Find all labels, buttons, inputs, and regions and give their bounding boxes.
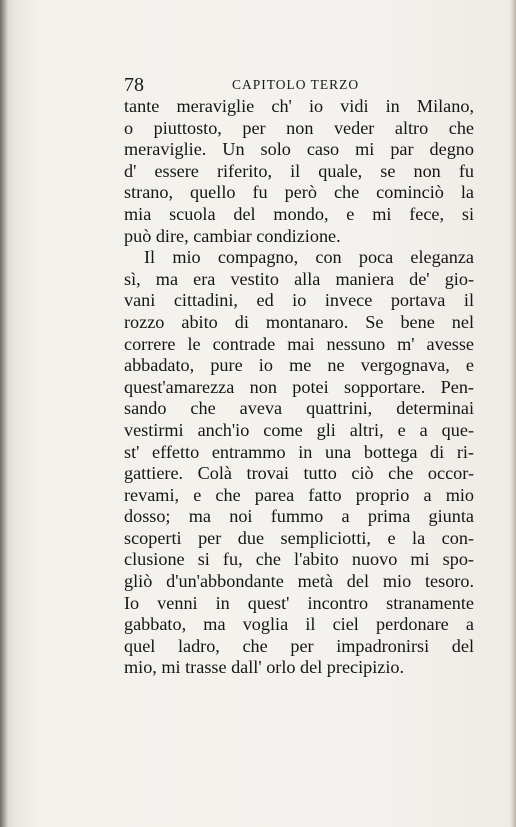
- text-line: gliò d'un'abbondante metà del mio tesoro.: [124, 571, 474, 592]
- text-line: o piuttosto, per non veder altro che: [124, 117, 474, 138]
- page-gutter-shadow: [0, 0, 8, 827]
- body-text: [124, 96, 474, 679]
- text-line: tante meraviglie ch' io vidi in Milano,: [124, 96, 474, 116]
- text-line: d' essere riferito, il quale, se non fu: [124, 160, 474, 181]
- text-line: dosso; ma noi fummo a prima giunta: [124, 506, 474, 527]
- text-line: sando che aveva quattrini, determinai: [124, 398, 474, 419]
- text-line: mio, mi trasse dall' orlo del precipizio.: [124, 657, 405, 678]
- text-line: st' effetto entrammo in una bottega di ri-: [124, 441, 474, 462]
- text-line: rozzo abito di montanaro. Se bene nel: [124, 311, 474, 332]
- page-edge: [510, 0, 516, 827]
- text-line: gattiere. Colà trovai tutto ciò che occor-: [124, 463, 474, 484]
- text-line: clusione si fu, che l'abito nuovo mi spo-: [124, 549, 474, 570]
- text-line: revami, e che parea fatto proprio a mio: [124, 484, 474, 505]
- text-line: vani cittadini, ed io invece portava il: [124, 290, 474, 311]
- text-line: scoperti per due sempliciotti, e la con-: [124, 527, 474, 548]
- text-line: strano, quello fu però che cominciò la: [124, 182, 474, 203]
- chapter-title: CAPITOLO TERZO: [232, 77, 360, 92]
- text-line: vestirmi anch'io come gli altri, e a que-: [124, 419, 474, 440]
- page-number: 78: [124, 74, 144, 96]
- text-line: meraviglie. Un solo caso mi par degno: [124, 139, 474, 160]
- running-head: [124, 74, 474, 96]
- paragraph-start-line: Il mio compagno, con poca eleganza: [144, 247, 474, 268]
- text-line: Io venni in quest' incontro stranamente: [124, 592, 474, 613]
- text-line: mia scuola del mondo, e mi fece, si: [124, 203, 474, 224]
- text-line: quel ladro, che per impadronirsi del: [124, 635, 474, 656]
- text-line: gabbato, ma voglia il ciel perdonare a: [124, 614, 474, 635]
- text-line: correre le contrade mai nessuno m' avesse: [124, 333, 474, 354]
- text-line: abbadato, pure io me ne vergognava, e: [124, 355, 474, 376]
- text-line: sì, ma era vestito alla maniera de' gio-: [124, 268, 474, 289]
- text-line: può dire, cambiar condizione.: [124, 225, 341, 246]
- text-line: quest'amarezza non potei sopportare. Pen-: [124, 376, 474, 397]
